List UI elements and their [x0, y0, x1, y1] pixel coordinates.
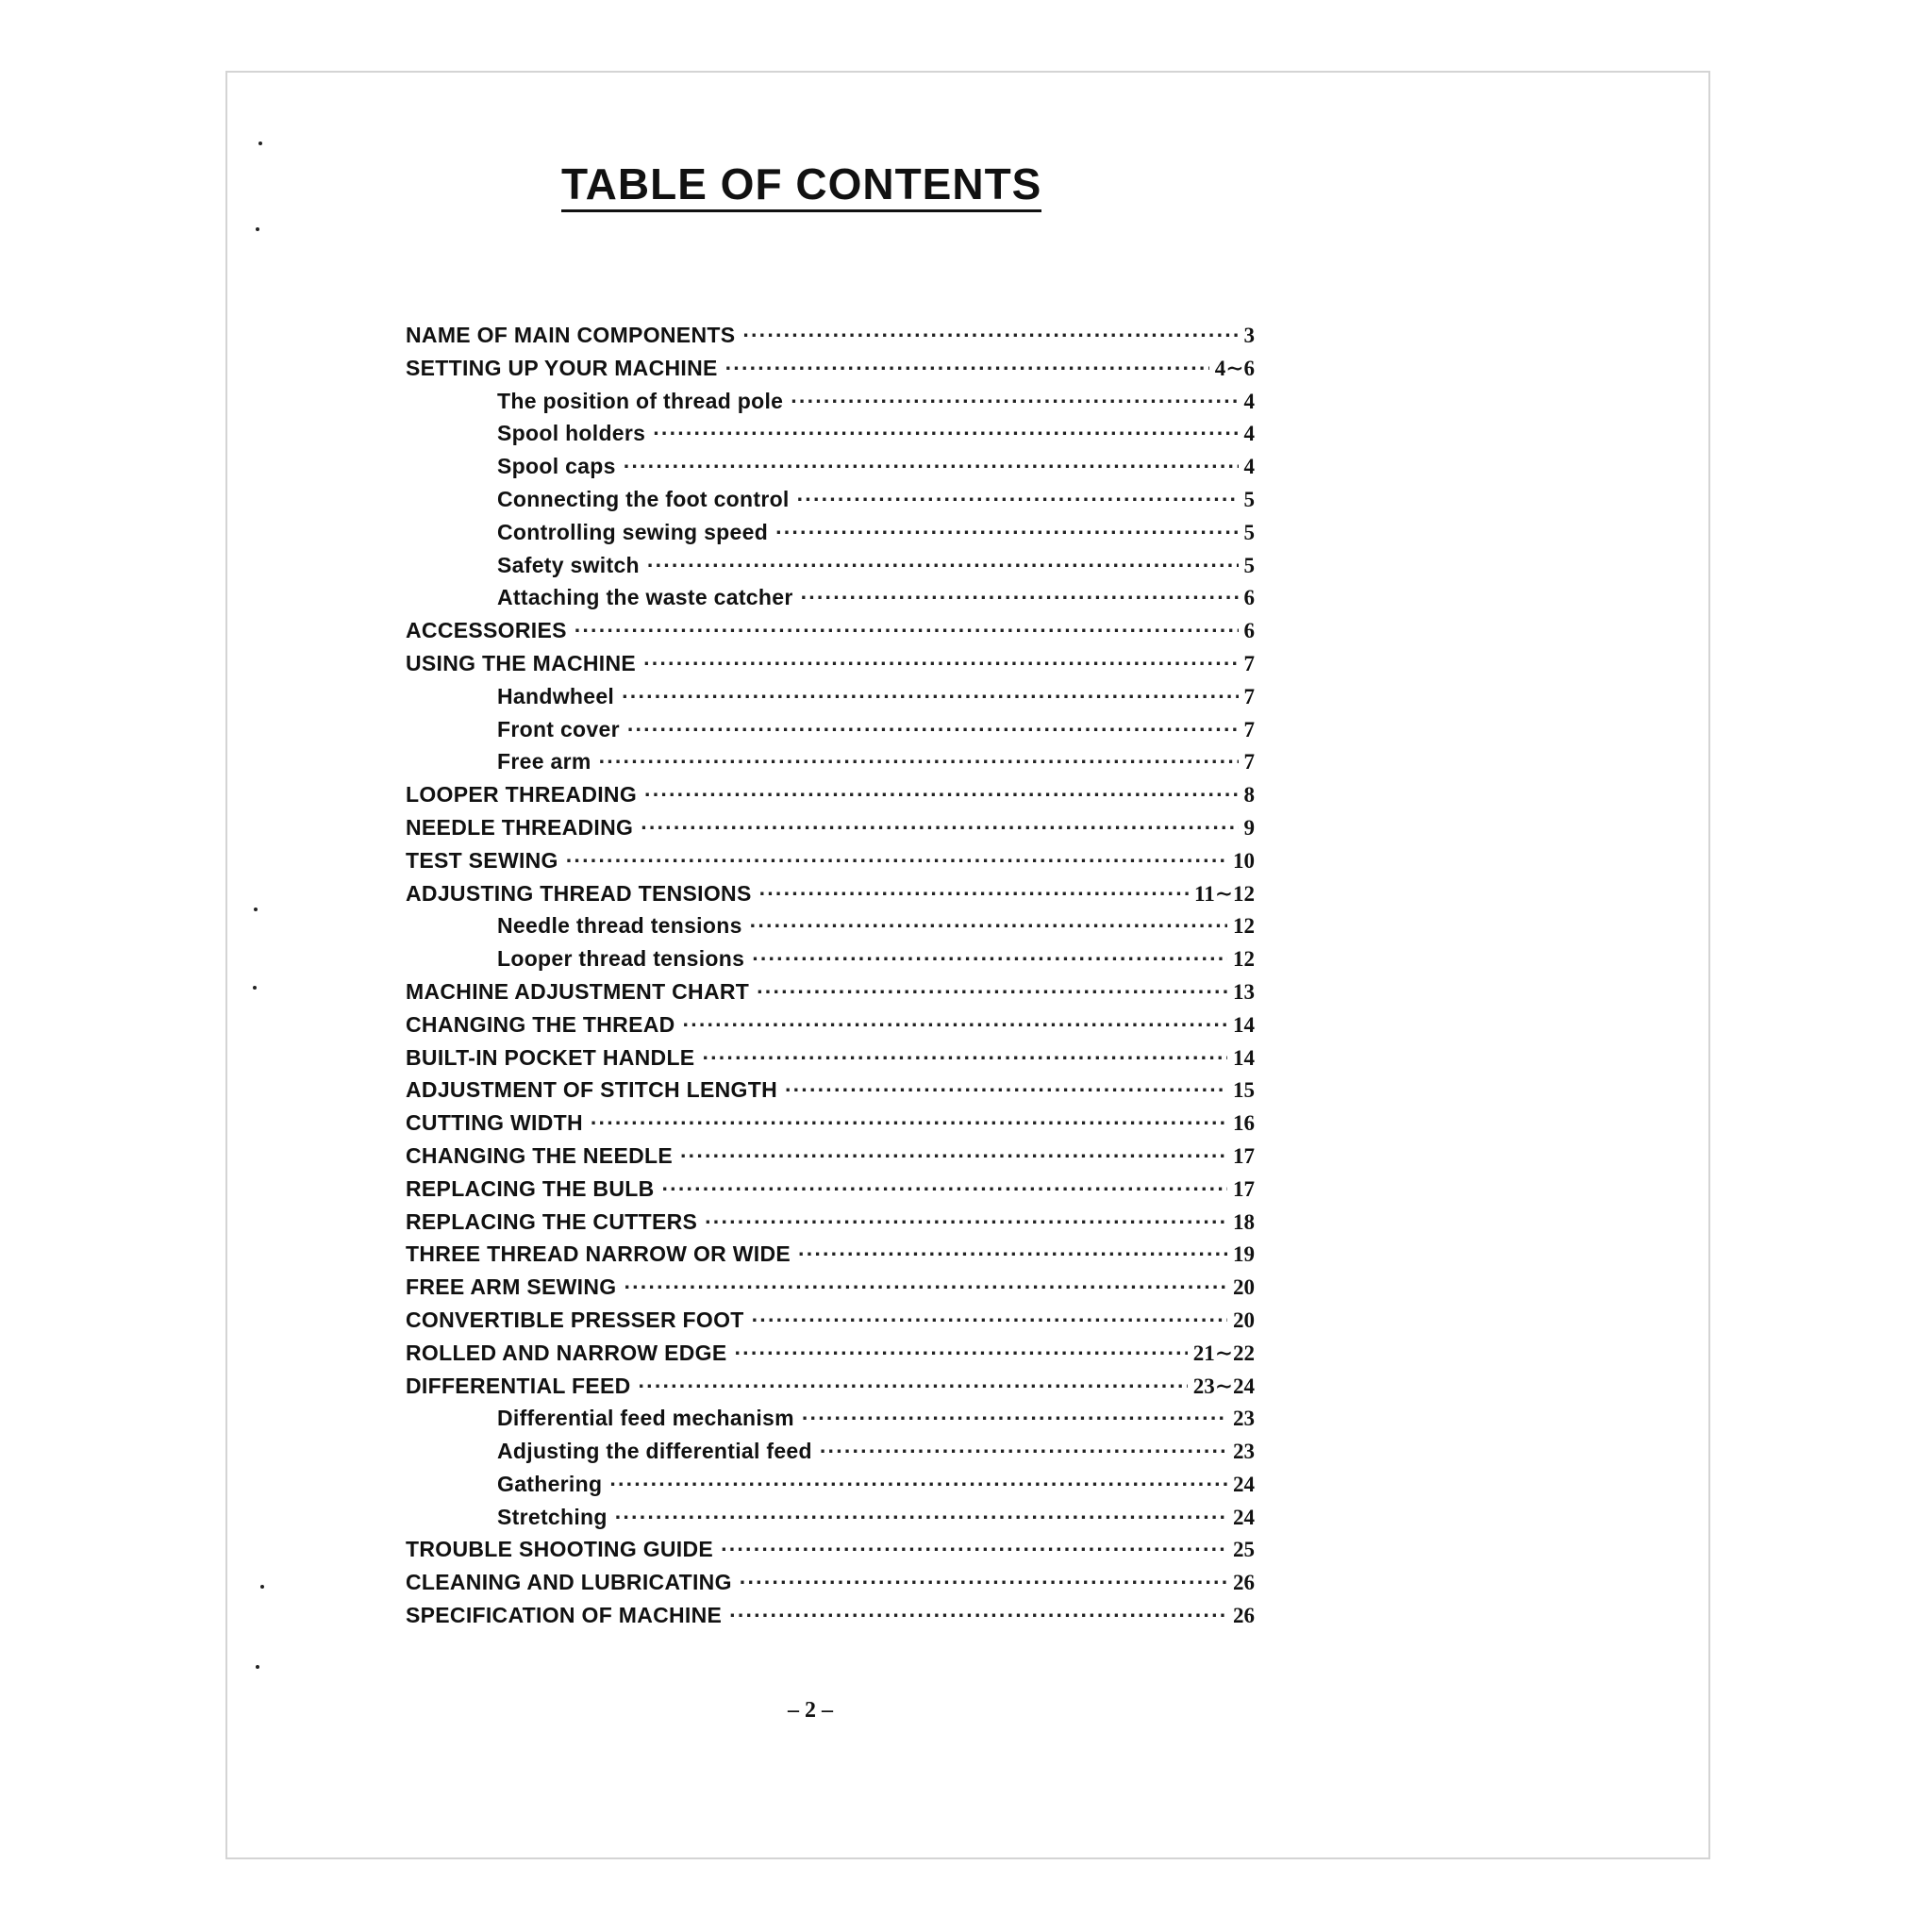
toc-entry [406, 717, 1255, 750]
toc-dot-leader [702, 1045, 1227, 1071]
toc-dot-leader [622, 684, 1238, 709]
toc-entry-page: 12 [1233, 947, 1255, 972]
toc-dot-leader [643, 651, 1238, 676]
toc-entry-page: 4∼6 [1214, 356, 1255, 380]
toc-entry-label: REPLACING THE CUTTERS [406, 1208, 698, 1234]
toc-entry [406, 618, 1255, 651]
toc-entry-page: 9 [1243, 815, 1255, 840]
toc-dot-leader [791, 389, 1238, 414]
scan-speck [256, 227, 259, 231]
toc-entry-label: LOOPER THREADING [406, 782, 638, 808]
toc-entry [406, 651, 1255, 684]
toc-entry [406, 585, 1255, 618]
toc-entry-page: 4 [1243, 389, 1255, 413]
toc-entry [406, 1110, 1255, 1143]
scan-speck [260, 1585, 264, 1589]
toc-entry-label: ACCESSORIES [406, 618, 567, 643]
toc-entry [406, 1472, 1255, 1505]
toc-entry [406, 1603, 1255, 1636]
toc-entry [406, 1143, 1255, 1176]
toc-entry [406, 913, 1255, 946]
scan-speck [254, 908, 258, 911]
toc-entry-page: 26 [1233, 1571, 1255, 1595]
toc-entry [406, 979, 1255, 1012]
toc-dot-leader [624, 1274, 1227, 1300]
toc-dot-leader [627, 717, 1239, 742]
toc-entry-page: 20 [1233, 1275, 1255, 1300]
toc-entry-page: 23∼24 [1192, 1374, 1255, 1398]
scan-speck [253, 986, 257, 990]
toc-entry [406, 421, 1255, 454]
toc-dot-leader [566, 848, 1227, 874]
toc-dot-leader [752, 946, 1227, 972]
toc-entry-label: Looper thread tensions [497, 946, 745, 972]
toc-entry-page: 4 [1243, 455, 1255, 479]
toc-entry-label: ADJUSTING THREAD TENSIONS [406, 880, 752, 906]
toc-dot-leader [591, 1110, 1227, 1136]
toc-dot-leader [797, 487, 1239, 512]
toc-entry-page: 17 [1233, 1176, 1255, 1201]
toc-dot-leader [624, 454, 1239, 479]
toc-dot-leader [575, 618, 1239, 643]
toc-entry-page: 5 [1243, 553, 1255, 577]
toc-entry [406, 1537, 1255, 1570]
toc-entry-label: Differential feed mechanism [497, 1406, 794, 1431]
toc-entry [406, 1274, 1255, 1307]
toc-entry-page: 11∼12 [1193, 881, 1255, 906]
toc-entry [406, 1439, 1255, 1472]
toc-entry-label: NAME OF MAIN COMPONENTS [406, 323, 736, 347]
toc-entry [406, 1012, 1255, 1045]
toc-entry-label: Attaching the waste catcher [497, 585, 793, 610]
toc-entry-page: 19 [1233, 1242, 1255, 1267]
toc-entry-label: Free arm [497, 749, 591, 774]
toc-entry-page: 24 [1233, 1505, 1255, 1529]
toc-entry-label: Connecting the foot control [497, 486, 790, 511]
toc-entry-page: 20 [1233, 1307, 1255, 1332]
toc-entry-page: 8 [1243, 783, 1255, 808]
toc-entry-label: Stretching [497, 1504, 608, 1529]
toc-dot-leader [683, 1012, 1227, 1038]
toc-dot-leader [705, 1209, 1227, 1235]
toc-entry-page: 23 [1233, 1440, 1255, 1464]
toc-dot-leader [641, 815, 1238, 841]
toc-dot-leader [653, 421, 1238, 446]
toc-entry-label: ADJUSTMENT OF STITCH LENGTH [406, 1077, 777, 1103]
toc-dot-leader [785, 1077, 1227, 1103]
toc-entry [406, 454, 1255, 487]
toc-entry-label: Controlling sewing speed [497, 519, 769, 544]
toc-entry [406, 356, 1255, 389]
toc-dot-leader [742, 323, 1238, 348]
toc-entry-page: 7 [1243, 750, 1255, 774]
toc-entry [406, 815, 1255, 848]
toc-entry-page: 7 [1243, 651, 1255, 675]
toc-entry [406, 1307, 1255, 1341]
toc-entry-label: BUILT-IN POCKET HANDLE [406, 1044, 695, 1070]
toc-dot-leader [609, 1472, 1227, 1497]
toc-entry-page: 7 [1243, 717, 1255, 741]
toc-entry-page: 12 [1233, 914, 1255, 939]
toc-entry-label: Gathering [497, 1471, 603, 1496]
toc-dot-leader [639, 1374, 1188, 1399]
toc-dot-leader [750, 913, 1227, 939]
toc-dot-leader [725, 356, 1209, 381]
toc-dot-leader [680, 1143, 1227, 1169]
toc-dot-leader [752, 1307, 1227, 1333]
toc-entry-label: CHANGING THE THREAD [406, 1011, 675, 1037]
toc-entry [406, 782, 1255, 815]
toc-dot-leader [729, 1603, 1227, 1628]
toc-entry [406, 487, 1255, 520]
toc-entry [406, 323, 1255, 356]
toc-entry-label: CUTTING WIDTH [406, 1110, 583, 1136]
toc-entry-label: USING THE MACHINE [406, 650, 637, 675]
toc-entry-label: Spool holders [497, 421, 646, 446]
toc-entry [406, 1570, 1255, 1603]
toc-entry [406, 1241, 1255, 1274]
toc-dot-leader [802, 1406, 1227, 1431]
toc-entry-page: 13 [1233, 979, 1255, 1004]
toc-entry-label: CHANGING THE NEEDLE [406, 1142, 673, 1168]
toc-dot-leader [735, 1341, 1188, 1366]
toc-entry-label: MACHINE ADJUSTMENT CHART [406, 978, 750, 1004]
toc-entry-label: TEST SEWING [406, 847, 558, 873]
toc-entry-label: Spool caps [497, 454, 616, 479]
toc-dot-leader [599, 749, 1239, 774]
toc-dot-leader [798, 1241, 1227, 1267]
toc-entry [406, 520, 1255, 553]
toc-entry-label: ROLLED AND NARROW EDGE [406, 1340, 727, 1365]
toc-entry-label: Needle thread tensions [497, 913, 742, 939]
scan-speck [258, 142, 262, 145]
toc-dot-leader [759, 881, 1189, 907]
toc-entry-label: NEEDLE THREADING [406, 814, 634, 840]
page-title: TABLE OF CONTENTS [561, 162, 1041, 212]
toc-entry [406, 1176, 1255, 1209]
toc-entry-page: 18 [1233, 1209, 1255, 1234]
toc-entry [406, 1209, 1255, 1242]
toc-entry-label: SPECIFICATION OF MACHINE [406, 1603, 723, 1628]
toc-dot-leader [647, 553, 1239, 578]
toc-dot-leader [721, 1537, 1227, 1562]
toc-dot-leader [801, 585, 1239, 610]
toc-entry-label: The position of thread pole [497, 388, 784, 413]
toc-entry [406, 881, 1255, 914]
table-of-contents [406, 323, 1255, 1636]
toc-entry-label: CONVERTIBLE PRESSER FOOT [406, 1307, 744, 1332]
toc-entry-page: 6 [1243, 586, 1255, 610]
toc-entry-page: 5 [1243, 520, 1255, 544]
toc-entry-page: 21∼22 [1192, 1341, 1255, 1365]
toc-dot-leader [644, 782, 1238, 808]
toc-entry-label: TROUBLE SHOOTING GUIDE [406, 1537, 714, 1562]
toc-entry [406, 1374, 1255, 1407]
toc-entry-page: 24 [1233, 1472, 1255, 1496]
toc-entry-label: Front cover [497, 716, 620, 741]
toc-entry-label: FREE ARM SEWING [406, 1274, 617, 1300]
toc-entry [406, 1341, 1255, 1374]
toc-entry [406, 749, 1255, 782]
toc-dot-leader [757, 979, 1227, 1005]
toc-entry [406, 946, 1255, 979]
toc-entry-page: 7 [1243, 684, 1255, 708]
toc-entry-label: REPLACING THE BULB [406, 1175, 655, 1201]
toc-entry-page: 25 [1233, 1538, 1255, 1562]
toc-dot-leader [740, 1570, 1227, 1595]
page-number: – 2 – [788, 1698, 833, 1723]
toc-entry-page: 10 [1233, 848, 1255, 873]
toc-entry [406, 1045, 1255, 1078]
toc-entry-page: 16 [1233, 1111, 1255, 1136]
toc-entry-page: 4 [1243, 422, 1255, 446]
toc-dot-leader [662, 1176, 1227, 1202]
toc-dot-leader [775, 520, 1238, 545]
toc-entry-label: SETTING UP YOUR MACHINE [406, 355, 718, 380]
toc-dot-leader [820, 1439, 1227, 1464]
toc-dot-leader [615, 1505, 1227, 1530]
toc-entry-page: 17 [1233, 1143, 1255, 1168]
toc-entry [406, 848, 1255, 881]
toc-entry [406, 1077, 1255, 1110]
toc-entry-page: 6 [1243, 619, 1255, 643]
toc-entry [406, 684, 1255, 717]
toc-entry-label: Handwheel [497, 683, 615, 708]
toc-entry [406, 389, 1255, 422]
scan-speck [256, 1665, 259, 1669]
toc-entry-label: CLEANING AND LUBRICATING [406, 1570, 732, 1595]
toc-entry-label: Adjusting the differential feed [497, 1439, 812, 1464]
toc-entry-label: Safety switch [497, 552, 640, 577]
toc-entry-page: 3 [1243, 324, 1255, 347]
toc-entry-page: 14 [1233, 1045, 1255, 1070]
toc-entry-page: 23 [1233, 1407, 1255, 1431]
toc-entry-page: 5 [1243, 487, 1255, 511]
toc-entry [406, 553, 1255, 586]
toc-entry [406, 1505, 1255, 1538]
toc-entry-label: THREE THREAD NARROW OR WIDE [406, 1241, 791, 1267]
toc-entry-label: DIFFERENTIAL FEED [406, 1373, 631, 1398]
toc-entry-page: 26 [1233, 1604, 1255, 1628]
toc-entry-page: 14 [1233, 1012, 1255, 1037]
toc-entry [406, 1406, 1255, 1439]
toc-entry-page: 15 [1233, 1078, 1255, 1103]
